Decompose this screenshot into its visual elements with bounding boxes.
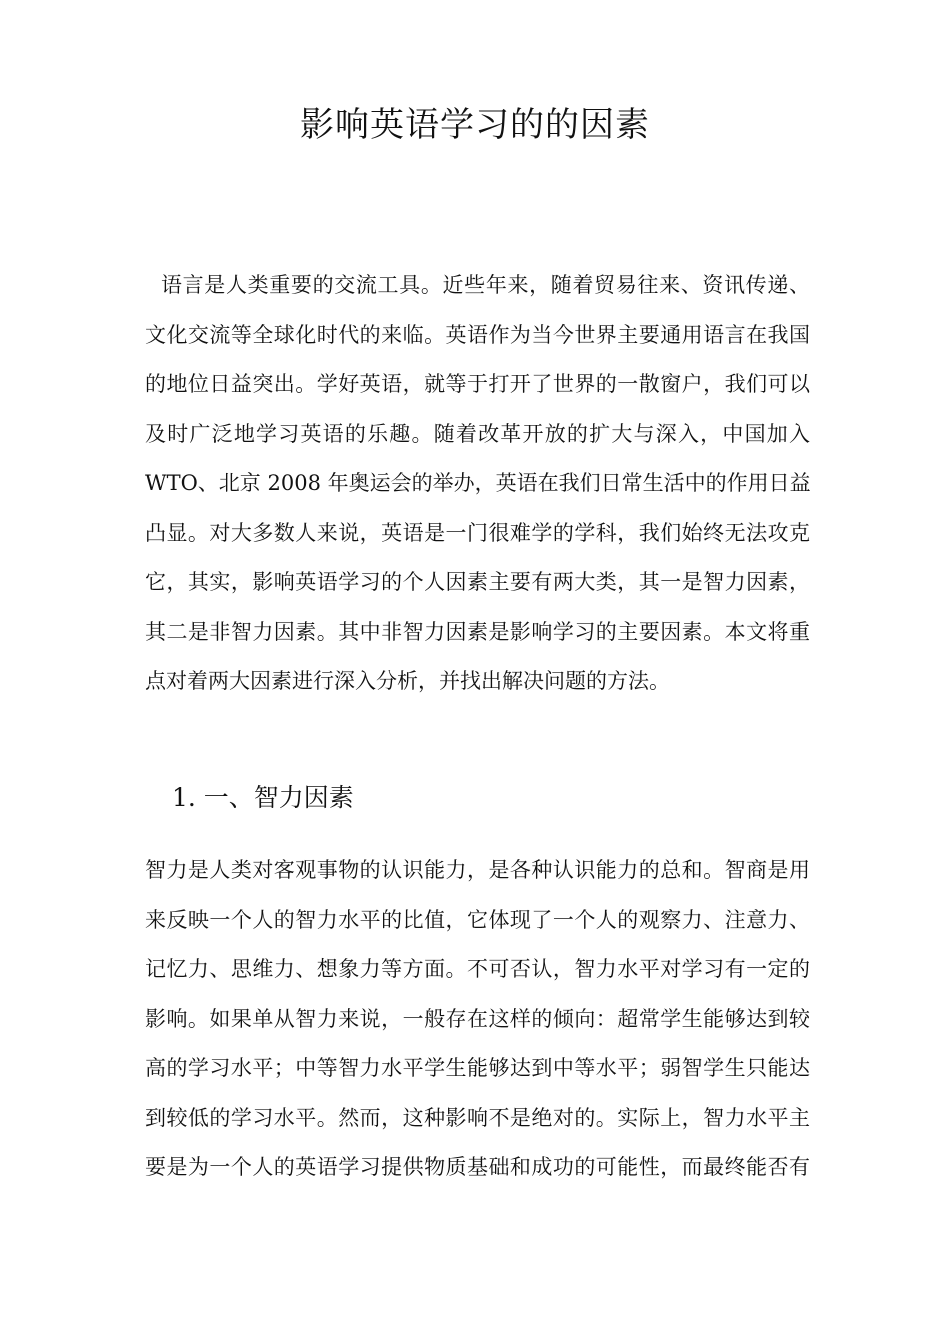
intro-line: 它，其实，影响英语学习的个人因素主要有两大类，其一是智力因素， bbox=[145, 570, 810, 594]
section-heading: 1. 一、智力因素 bbox=[172, 783, 354, 812]
section-line: 智力是人类对客观事物的认识能力，是各种认识能力的总和。智商是用 bbox=[145, 858, 810, 882]
intro-line: 点对着两大因素进行深入分析，并找出解决问题的方法。 bbox=[145, 669, 670, 693]
intro-line: WTO、北京 2008 年奥运会的举办，英语在我们日常生活中的作用日益 bbox=[145, 471, 811, 495]
section-paragraph bbox=[145, 846, 810, 1193]
intro-line: 语言是人类重要的交流工具。近些年来，随着贸易往来、资讯传递、 bbox=[161, 273, 810, 297]
intro-paragraph bbox=[145, 261, 810, 707]
section-line: 要是为一个人的英语学习提供物质基础和成功的可能性，而最终能否有 bbox=[145, 1155, 810, 1179]
intro-line: 凸显。对大多数人来说，英语是一门很难学的学科，我们始终无法攻克 bbox=[145, 520, 810, 545]
intro-line: 的地位日益突出。学好英语，就等于打开了世界的一散窗户，我们可以 bbox=[145, 372, 810, 396]
intro-line: 及时广泛地学习英语的乐趣。随着改革开放的扩大与深入，中国加入 bbox=[145, 421, 810, 446]
intro-line: 文化交流等全球化时代的来临。英语作为当今世界主要通用语言在我国 bbox=[145, 322, 810, 347]
section-line: 来反映一个人的智力水平的比值，它体现了一个人的观察力、注意力、 bbox=[145, 907, 810, 932]
intro-line: 其二是非智力因素。其中非智力因素是影响学习的主要因素。本文将重 bbox=[145, 619, 810, 644]
section-line: 记忆力、思维力、想象力等方面。不可否认，智力水平对学习有一定的 bbox=[145, 957, 810, 981]
section-line: 高的学习水平；中等智力水平学生能够达到中等水平；弱智学生只能达 bbox=[145, 1056, 810, 1080]
document-title: 影响英语学习的的因素 bbox=[300, 105, 650, 145]
section-line: 到较低的学习水平。然而，这种影响不是绝对的。实际上，智力水平主 bbox=[145, 1105, 810, 1130]
section-line: 影响。如果单从智力来说，一般存在这样的倾向：超常学生能够达到较 bbox=[145, 1006, 810, 1031]
